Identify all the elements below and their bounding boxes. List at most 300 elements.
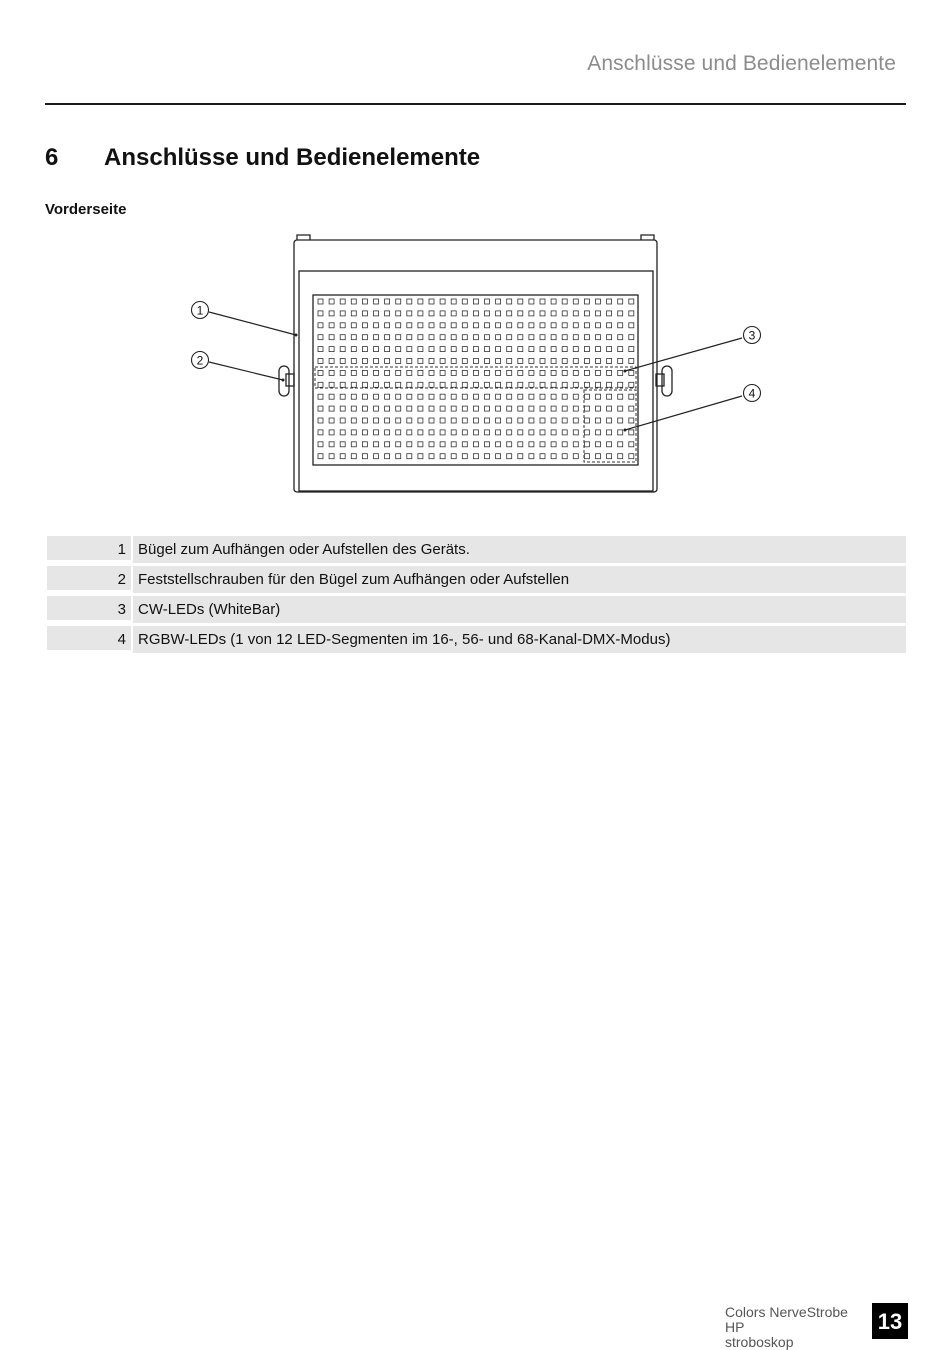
led-square [607, 394, 612, 399]
led-square [451, 311, 456, 316]
led-square [385, 394, 390, 399]
bracket-tab-left [297, 235, 310, 240]
led-square [396, 442, 401, 447]
led-square [607, 311, 612, 316]
led-square [385, 359, 390, 364]
led-square [584, 406, 589, 411]
footer-product-line-1: Colors NerveStrobe HP [725, 1304, 848, 1335]
led-square [451, 442, 456, 447]
running-header-title: Anschlüsse und Bedienelemente [587, 52, 896, 75]
led-square [496, 406, 501, 411]
led-square [362, 406, 367, 411]
led-square [440, 311, 445, 316]
led-square [418, 359, 423, 364]
led-square [418, 311, 423, 316]
led-square [507, 335, 512, 340]
led-square [618, 430, 623, 435]
chapter-heading [45, 144, 480, 172]
led-square [418, 442, 423, 447]
led-square [362, 418, 367, 423]
led-square [340, 335, 345, 340]
callout-2-dot [282, 379, 285, 382]
led-square [362, 347, 367, 352]
led-square [374, 335, 379, 340]
led-square [451, 323, 456, 328]
led-square [374, 370, 379, 375]
led-square [573, 382, 578, 387]
led-square [462, 406, 467, 411]
led-square [573, 454, 578, 459]
led-square [540, 370, 545, 375]
led-square [462, 359, 467, 364]
led-square [385, 335, 390, 340]
led-square [507, 418, 512, 423]
led-square [385, 370, 390, 375]
led-square [340, 299, 345, 304]
led-square [485, 454, 490, 459]
led-square [351, 299, 356, 304]
led-square [318, 347, 323, 352]
led-square [518, 347, 523, 352]
led-square [507, 394, 512, 399]
led-square [518, 442, 523, 447]
legend-description: CW-LEDs (WhiteBar) [133, 595, 906, 625]
led-square [596, 442, 601, 447]
led-square [329, 430, 334, 435]
led-square [518, 335, 523, 340]
led-square [596, 370, 601, 375]
led-square [485, 347, 490, 352]
callout-1-dot [295, 334, 298, 337]
led-square [440, 406, 445, 411]
led-square [618, 370, 623, 375]
led-square [407, 323, 412, 328]
led-square [440, 347, 445, 352]
led-square [418, 454, 423, 459]
knob-left-screw [286, 374, 294, 386]
led-square [529, 347, 534, 352]
led-square [573, 299, 578, 304]
led-square [451, 382, 456, 387]
led-square [496, 359, 501, 364]
led-square [340, 442, 345, 447]
led-square [562, 394, 567, 399]
led-square [518, 430, 523, 435]
led-square [485, 382, 490, 387]
led-square [596, 406, 601, 411]
bracket-outline [294, 240, 657, 492]
led-square [374, 406, 379, 411]
led-square [596, 454, 601, 459]
led-square [607, 347, 612, 352]
led-square [351, 406, 356, 411]
led-square [485, 370, 490, 375]
led-square [485, 418, 490, 423]
callout-4-dot [624, 429, 627, 432]
led-square [540, 311, 545, 316]
led-square [462, 430, 467, 435]
legend-description: Feststellschrauben für den Bügel zum Aufhängen oder Aufstellen [133, 565, 906, 595]
led-square [518, 311, 523, 316]
led-square [362, 323, 367, 328]
led-square [629, 454, 634, 459]
led-square [429, 382, 434, 387]
legend-number: 3 [47, 595, 131, 622]
led-square [396, 394, 401, 399]
chapter-title: Anschlüsse und Bedienelemente [104, 144, 481, 171]
led-square [318, 442, 323, 447]
led-square [573, 430, 578, 435]
led-square [318, 406, 323, 411]
callout-3-dot [624, 370, 627, 373]
legend-number: 2 [47, 565, 131, 592]
led-square [407, 335, 412, 340]
legend-number: 4 [47, 625, 131, 652]
led-square [596, 418, 601, 423]
led-square [507, 442, 512, 447]
led-square [418, 370, 423, 375]
led-square [496, 382, 501, 387]
led-square [351, 359, 356, 364]
led-square [562, 299, 567, 304]
led-square [440, 430, 445, 435]
led-square [407, 347, 412, 352]
led-square [551, 454, 556, 459]
led-square [451, 299, 456, 304]
led-square [584, 323, 589, 328]
led-square [351, 370, 356, 375]
chapter-number: 6 [45, 144, 59, 171]
led-square [551, 394, 556, 399]
led-square [584, 370, 589, 375]
led-square [374, 382, 379, 387]
led-square [351, 394, 356, 399]
led-square [396, 382, 401, 387]
led-square [485, 394, 490, 399]
led-square [462, 418, 467, 423]
led-square [629, 394, 634, 399]
led-square [462, 335, 467, 340]
led-square [362, 454, 367, 459]
led-square [485, 359, 490, 364]
led-square [318, 394, 323, 399]
led-square [496, 454, 501, 459]
led-square [429, 442, 434, 447]
led-square [529, 418, 534, 423]
led-square [607, 323, 612, 328]
led-square [607, 406, 612, 411]
led-square [540, 382, 545, 387]
led-square [596, 335, 601, 340]
led-square [507, 323, 512, 328]
led-square [440, 370, 445, 375]
led-square [396, 430, 401, 435]
legend-row [45, 625, 906, 655]
led-square [562, 311, 567, 316]
led-square [551, 442, 556, 447]
led-square [573, 418, 578, 423]
led-square [407, 359, 412, 364]
led-square [518, 406, 523, 411]
led-square [451, 406, 456, 411]
led-field-outline [313, 295, 638, 465]
led-square [540, 418, 545, 423]
led-square [351, 323, 356, 328]
led-square [385, 347, 390, 352]
led-square [551, 299, 556, 304]
led-square [329, 454, 334, 459]
led-square [351, 347, 356, 352]
led-square [629, 359, 634, 364]
led-square [529, 359, 534, 364]
led-square [385, 454, 390, 459]
led-square [362, 311, 367, 316]
led-square [584, 335, 589, 340]
led-grid [318, 299, 634, 459]
led-square [507, 299, 512, 304]
led-square [318, 370, 323, 375]
led-square [573, 347, 578, 352]
led-square [318, 418, 323, 423]
led-square [396, 347, 401, 352]
led-square [374, 347, 379, 352]
led-square [362, 430, 367, 435]
led-square [629, 430, 634, 435]
led-square [340, 406, 345, 411]
led-square [607, 335, 612, 340]
led-square [407, 406, 412, 411]
led-square [618, 311, 623, 316]
led-square [629, 442, 634, 447]
led-square [473, 323, 478, 328]
led-square [529, 442, 534, 447]
led-square [351, 335, 356, 340]
led-square [374, 454, 379, 459]
led-square [518, 454, 523, 459]
led-square [607, 454, 612, 459]
led-square [440, 418, 445, 423]
led-square [562, 347, 567, 352]
led-square [507, 382, 512, 387]
led-square [607, 430, 612, 435]
section-label: Vorderseite [45, 201, 127, 218]
led-square [485, 406, 490, 411]
led-square [396, 418, 401, 423]
led-square [596, 323, 601, 328]
led-square [485, 335, 490, 340]
led-square [451, 394, 456, 399]
led-square [318, 323, 323, 328]
led-square [618, 359, 623, 364]
led-square [562, 382, 567, 387]
led-square [329, 299, 334, 304]
led-square [329, 406, 334, 411]
led-square [596, 347, 601, 352]
rgbw-segment-marker [584, 390, 636, 462]
led-square [529, 299, 534, 304]
led-square [440, 335, 445, 340]
led-square [473, 418, 478, 423]
led-square [562, 370, 567, 375]
led-square [429, 394, 434, 399]
led-square [362, 394, 367, 399]
led-square [385, 418, 390, 423]
led-square [529, 382, 534, 387]
led-square [596, 430, 601, 435]
led-square [351, 311, 356, 316]
led-square [562, 323, 567, 328]
led-square [629, 347, 634, 352]
led-square [462, 394, 467, 399]
led-square [529, 406, 534, 411]
led-square [429, 370, 434, 375]
led-square [462, 442, 467, 447]
led-square [562, 418, 567, 423]
led-square [584, 454, 589, 459]
led-square [329, 418, 334, 423]
led-square [396, 359, 401, 364]
led-square [507, 347, 512, 352]
led-square [440, 394, 445, 399]
led-square [329, 335, 334, 340]
header-divider [45, 103, 906, 105]
led-square [618, 323, 623, 328]
page-number: 13 [872, 1303, 908, 1339]
led-square [329, 394, 334, 399]
led-square [529, 335, 534, 340]
legend-table [45, 535, 906, 655]
led-square [584, 382, 589, 387]
led-square [596, 299, 601, 304]
led-square [540, 323, 545, 328]
led-square [440, 382, 445, 387]
led-square [407, 430, 412, 435]
led-square [429, 347, 434, 352]
led-square [407, 311, 412, 316]
led-square [418, 299, 423, 304]
led-square [618, 335, 623, 340]
led-square [518, 418, 523, 423]
led-square [573, 359, 578, 364]
led-square [518, 370, 523, 375]
led-square [340, 323, 345, 328]
led-square [440, 323, 445, 328]
led-square [529, 430, 534, 435]
led-square [507, 430, 512, 435]
led-square [551, 382, 556, 387]
led-square [351, 382, 356, 387]
led-square [507, 454, 512, 459]
led-square [596, 359, 601, 364]
led-square [496, 347, 501, 352]
led-square [429, 323, 434, 328]
led-square [374, 394, 379, 399]
led-square [385, 442, 390, 447]
led-square [629, 323, 634, 328]
led-square [340, 359, 345, 364]
led-square [540, 430, 545, 435]
led-square [629, 406, 634, 411]
led-square [584, 347, 589, 352]
led-square [485, 299, 490, 304]
led-square [396, 406, 401, 411]
led-square [329, 359, 334, 364]
led-square [573, 442, 578, 447]
led-square [573, 311, 578, 316]
led-square [429, 335, 434, 340]
led-square [362, 442, 367, 447]
led-square [562, 454, 567, 459]
led-square [607, 359, 612, 364]
led-square [362, 299, 367, 304]
led-square [385, 323, 390, 328]
callout-4-label: 4 [748, 386, 756, 401]
led-square [485, 442, 490, 447]
led-square [374, 359, 379, 364]
led-square [540, 299, 545, 304]
led-square [540, 406, 545, 411]
led-square [496, 430, 501, 435]
bracket-tab-right [641, 235, 654, 240]
led-square [473, 370, 478, 375]
led-square [396, 370, 401, 375]
led-square [362, 335, 367, 340]
led-square [318, 311, 323, 316]
led-square [351, 454, 356, 459]
led-square [451, 335, 456, 340]
led-square [329, 382, 334, 387]
led-square [629, 311, 634, 316]
callout-2-line [209, 362, 283, 380]
led-square [462, 454, 467, 459]
led-square [418, 335, 423, 340]
led-square [396, 454, 401, 459]
led-square [496, 370, 501, 375]
led-square [318, 430, 323, 435]
led-square [551, 406, 556, 411]
led-square [418, 323, 423, 328]
led-square [584, 442, 589, 447]
led-square [329, 323, 334, 328]
led-square [396, 299, 401, 304]
led-square [362, 382, 367, 387]
led-square [496, 394, 501, 399]
led-square [529, 311, 534, 316]
led-square [551, 359, 556, 364]
led-square [607, 418, 612, 423]
led-square [496, 299, 501, 304]
led-square [396, 323, 401, 328]
led-square [318, 382, 323, 387]
led-square [607, 299, 612, 304]
led-square [340, 418, 345, 423]
led-square [507, 311, 512, 316]
led-square [573, 394, 578, 399]
led-square [618, 347, 623, 352]
led-square [507, 370, 512, 375]
led-square [340, 370, 345, 375]
led-square [473, 311, 478, 316]
led-square [473, 382, 478, 387]
led-square [618, 382, 623, 387]
led-square [473, 299, 478, 304]
led-square [440, 359, 445, 364]
legend-row [45, 535, 906, 565]
led-square [496, 335, 501, 340]
led-square [529, 323, 534, 328]
led-square [440, 454, 445, 459]
led-square [473, 454, 478, 459]
